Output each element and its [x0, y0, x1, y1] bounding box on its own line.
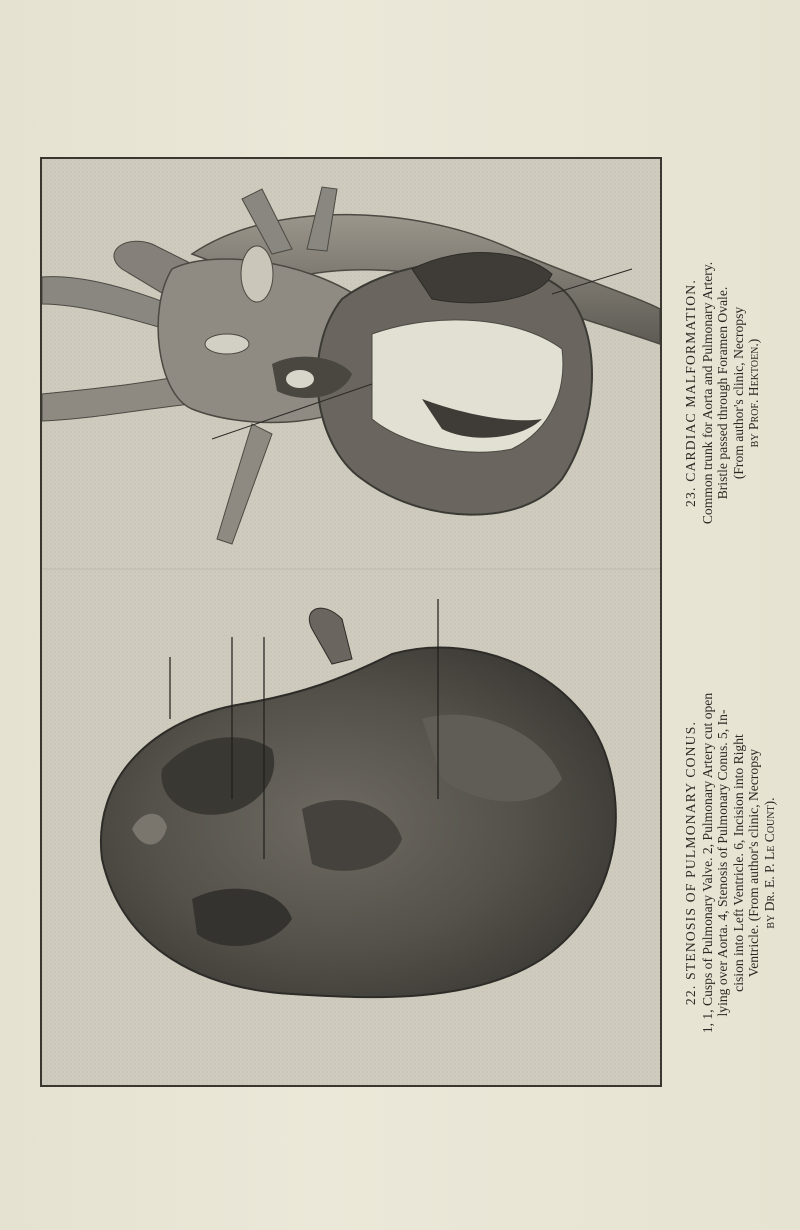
- figure-23-line: by Prof. Hektoen.): [746, 338, 761, 448]
- figure-22-title: 22. STENOSIS OF PULMONARY CONUS.: [683, 720, 698, 1006]
- figure-23-line: Bristle passed through Foramen Ovale.: [715, 286, 730, 500]
- figure-22-line: by Dr. E. P. Le Count).: [761, 797, 777, 929]
- plate-illustrations: [42, 159, 660, 1085]
- figure-23-line: (From author's clinic, Necropsy: [730, 306, 746, 480]
- figure-23-line: Common trunk for Aorta and Pulmonary Artery.: [699, 261, 715, 525]
- figure-22-line: cision into Left Ventricle. 6, Incision into Right: [730, 734, 746, 992]
- figure-23-title: 23. CARDIAC MALFORMATION.: [683, 279, 698, 507]
- figure-22-line: lying over Aorta. 4, Stenosis of Pulmonary Conus. 5, In-: [715, 709, 730, 1017]
- figure-22-line: Ventricle. (From author's clinic, Necropsy: [746, 748, 761, 978]
- figure-22-line: 1, 1, Cusps of Pulmonary Valve. 2, Pulmonary Artery cut open: [699, 692, 715, 1034]
- anatomical-plate: [40, 157, 662, 1087]
